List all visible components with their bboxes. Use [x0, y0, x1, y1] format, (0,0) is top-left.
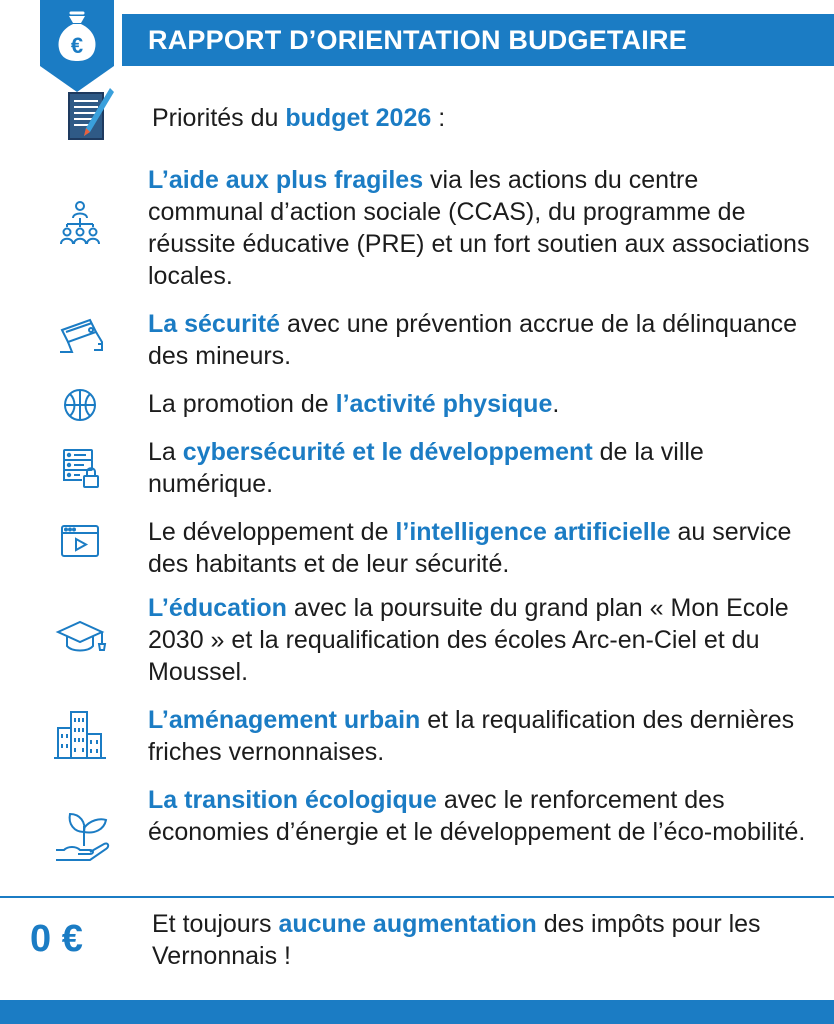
priority-highlight: L’aménagement urbain — [148, 706, 421, 734]
footer-text — [152, 908, 812, 972]
priority-item — [148, 436, 818, 500]
priority-highlight: L’éducation — [148, 594, 287, 622]
priority-text: et la requalification des dernières friches vernonnaises. — [148, 706, 795, 766]
money-bag-euro-icon — [40, 0, 114, 66]
euro-symbol: € — [70, 33, 84, 58]
priority-text: avec une prévention accrue de la délinquance des mineurs. — [148, 310, 798, 370]
bottom-bar — [0, 1000, 834, 1024]
browser-play-icon — [50, 512, 110, 572]
zero-euro-amount: 0 € — [30, 918, 83, 960]
separator-line — [0, 896, 834, 898]
graduation-cap-icon — [50, 612, 110, 662]
intro-suffix: : — [431, 104, 446, 132]
server-lock-icon — [50, 438, 110, 498]
priority-highlight: l’activité physique — [335, 390, 553, 418]
footer-text-part: Et toujours — [152, 910, 279, 938]
city-buildings-icon — [50, 706, 110, 764]
priority-text: au service des habitants et de leur sécurité. — [148, 518, 792, 578]
priority-text: avec le renforcement des économies d’énergie et le développement de l’éco-mobilité. — [148, 786, 806, 846]
priority-item — [148, 308, 818, 372]
security-camera-icon — [50, 306, 110, 366]
priority-item — [148, 388, 818, 420]
intro-line — [152, 100, 445, 136]
priority-highlight: L’aide aux plus fragiles — [148, 166, 424, 194]
priority-item — [148, 784, 818, 848]
document-pen-icon — [66, 86, 116, 144]
priority-text: via les actions du centre communal d’action sociale (CCAS), du programme de réussite éducative (PRE) et un fort soutien aux associations locales. — [148, 166, 810, 290]
priority-text: de la ville numérique. — [148, 438, 704, 498]
priority-item — [148, 592, 818, 688]
priority-text: La — [148, 438, 183, 466]
basketball-icon — [50, 380, 110, 430]
intro-highlight: budget 2026 — [285, 104, 432, 132]
hand-plant-icon — [50, 806, 116, 866]
priority-text: avec la poursuite du grand plan « Mon Ecole 2030 » et la requalification des écoles Arc-en-Ciel et du Moussel. — [148, 594, 789, 686]
priority-text: La promotion de — [148, 390, 336, 418]
priority-text: . — [552, 390, 560, 418]
people-network-icon — [50, 196, 110, 256]
priority-highlight: La transition écologique — [148, 786, 437, 814]
priority-highlight: cybersécurité et le développement — [182, 438, 593, 466]
priority-highlight: l’intelligence artificielle — [395, 518, 671, 546]
footer-text-part: des impôts pour les Vernonnais ! — [152, 910, 761, 970]
priority-highlight: La sécurité — [148, 310, 281, 338]
page-title: RAPPORT D’ORIENTATION BUDGETAIRE — [148, 25, 687, 55]
priority-item — [148, 704, 818, 768]
footer-highlight: aucune augmentation — [278, 910, 537, 938]
priority-item — [148, 164, 818, 292]
priority-text: Le développement de — [148, 518, 396, 546]
intro-text: Priorités du — [152, 104, 286, 132]
header-badge — [40, 0, 114, 66]
priority-item — [148, 516, 818, 580]
